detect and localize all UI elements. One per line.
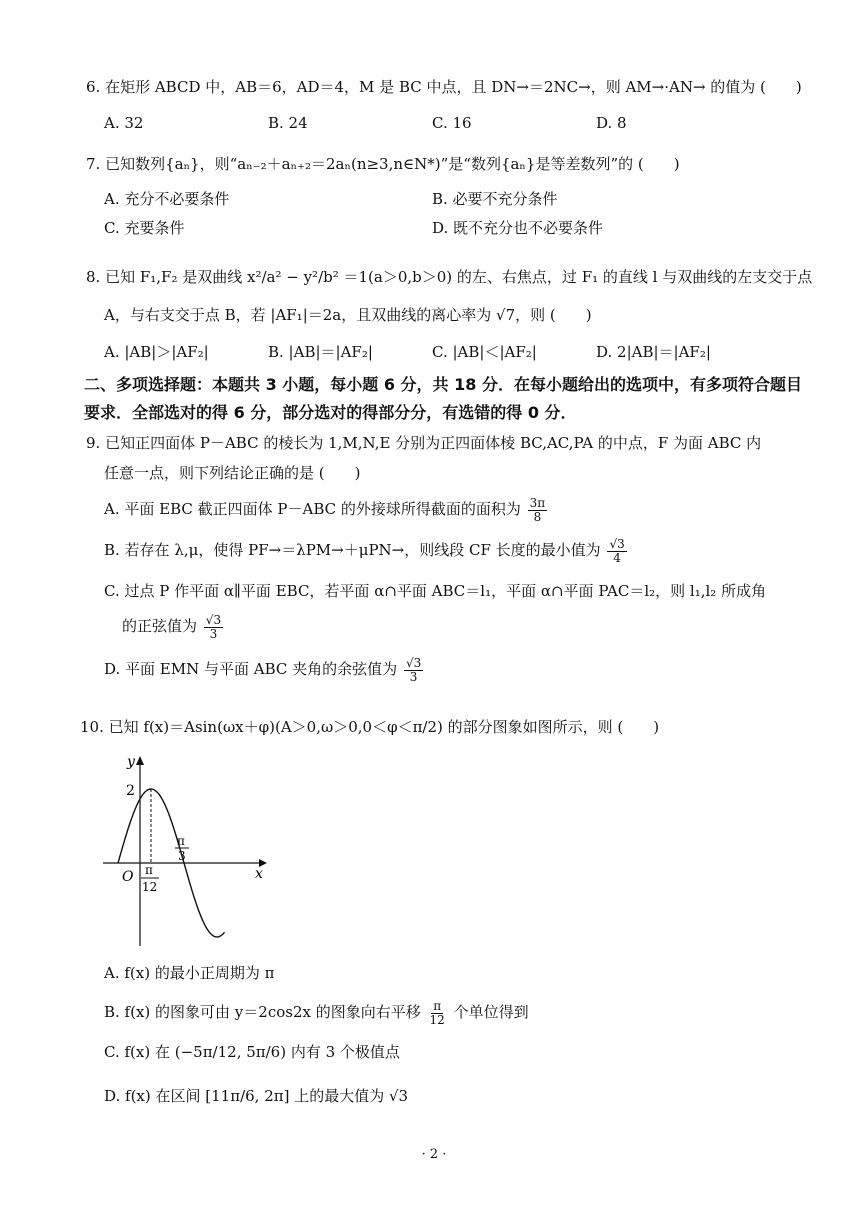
q6-option-d: D. 8 (596, 114, 627, 132)
q9-stem-line2: 任意一点，则下列结论正确的是 ( ) (104, 464, 361, 482)
q9-option-a-fraction: $\frac{3\pi}{8}$ (529, 496, 546, 524)
q10-option-b-fraction: $\frac{\pi}{12}$ (429, 999, 445, 1027)
q8-option-b: B. |AB|＝|AF₂| (268, 343, 373, 361)
q9-option-b-fraction: $\frac{√3}{4}$ (609, 537, 625, 565)
q7-option-c: C. 充要条件 (104, 219, 185, 237)
q6-option-b: B. 24 (268, 114, 308, 132)
q9-option-b-text: B. 若存在 λ,μ，使得 PF→＝λPM→＋μPN→，则线段 CF 长度的最小值为 (104, 541, 601, 560)
q8-stem-line1: 8. 已知 F₁,F₂ 是双曲线 x²/a² − y²/b² ＝1(a＞0,b＞0) 的左、右焦点，过 F₁ 的直线 l 与双曲线的左支交于点 (86, 268, 813, 286)
q8-stem-line2: A，与右支交于点 B，若 |AF₁|＝2a，且双曲线的离心率为 √7，则 ( ) (104, 306, 592, 324)
q6-option-a: A. 32 (104, 114, 144, 132)
q6-stem: 6. 在矩形 ABCD 中，AB＝6，AD＝4，M 是 BC 中点，且 DN→＝2NC→，则 AM→·AN→ 的值为 ( ) (86, 78, 802, 96)
q10-option-b-text: B. f(x) 的图象可由 y＝2cos2x 的图象向右平移 (104, 1003, 421, 1022)
q8-option-d: D. 2|AB|＝|AF₂| (596, 343, 711, 361)
q7-option-a: A. 充分不必要条件 (104, 190, 230, 208)
q9-option-d-fraction: $\frac{√3}{3}$ (405, 656, 422, 684)
y-axis-label: y (127, 754, 135, 770)
q9-option-b (104, 538, 629, 564)
peak-value-label: 2 (126, 783, 135, 799)
q9-stem-line1: 9. 已知正四面体 P－ABC 的棱长为 1,M,N,E 分别为正四面体棱 BC,AC,PA 的中点，F 为面 ABC 内 (86, 434, 762, 452)
sine-graph (95, 750, 285, 955)
q10-option-a: A. f(x) 的最小正周期为 π (104, 964, 275, 982)
q7-option-d: D. 既不充分也不必要条件 (432, 219, 604, 237)
peak-x-label-num: π (145, 863, 153, 877)
q9-option-c-line1: C. 过点 P 作平面 α∥平面 EBC，若平面 α∩平面 ABC＝l₁，平面 α∩平面 PAC＝l₂，则 l₁,l₂ 所成角 (104, 582, 767, 600)
section-heading: 二、多项选择题：本题共 3 小题，每小题 6 分，共 18 分．在每小题给出的选项中，有多项符合题目要求．全部选对的得 6 分，部分选对的得部分分，有选错的得 0 分． (84, 375, 802, 422)
page-number: · 2 · (421, 1147, 447, 1162)
x-axis-label: x (255, 866, 263, 882)
q7-stem: 7. 已知数列{aₙ}，则“aₙ₋₂＋aₙ₊₂＝2aₙ(n≥3,n∈N*)”是“数列{aₙ}是等差数列”的 ( ) (86, 155, 680, 173)
q8-option-a: A. |AB|＞|AF₂| (104, 343, 209, 361)
q7-option-b: B. 必要不充分条件 (432, 190, 558, 208)
q9-option-c-line2 (122, 614, 225, 640)
q10-option-d: D. f(x) 在区间 [11π/6, 2π] 上的最大值为 √3 (104, 1087, 409, 1105)
q10-option-b (104, 1000, 529, 1026)
q9-option-d (104, 657, 425, 683)
zero-label-den: 3 (178, 849, 186, 863)
zero-label-num: π (177, 834, 185, 848)
q9-option-a-text: A. 平面 EBC 截正四面体 P－ABC 的外接球所得截面的面积为 (104, 500, 521, 519)
q9-option-c-text: 的正弦值为 (122, 617, 198, 636)
q10-option-c: C. f(x) 在 (−5π/12, 5π/6) 内有 3 个极值点 (104, 1043, 400, 1061)
q10-option-b-tail: 个单位得到 (453, 1003, 529, 1022)
q9-option-d-text: D. 平面 EMN 与平面 ABC 夹角的余弦值为 (104, 660, 398, 679)
q9-option-a (104, 497, 549, 523)
peak-x-label-den: 12 (142, 880, 158, 894)
y-axis-arrow (136, 756, 144, 765)
q10-stem: 10. 已知 f(x)＝Asin(ωx＋φ)(A＞0,ω＞0,0＜φ＜π/2) 的部分图象如图所示，则 ( ) (80, 718, 660, 736)
origin-label: O (122, 869, 134, 885)
q6-option-c: C. 16 (432, 114, 472, 132)
q9-option-c-fraction: $\frac{√3}{3}$ (205, 613, 222, 641)
q8-option-c: C. |AB|＜|AF₂| (432, 343, 537, 361)
